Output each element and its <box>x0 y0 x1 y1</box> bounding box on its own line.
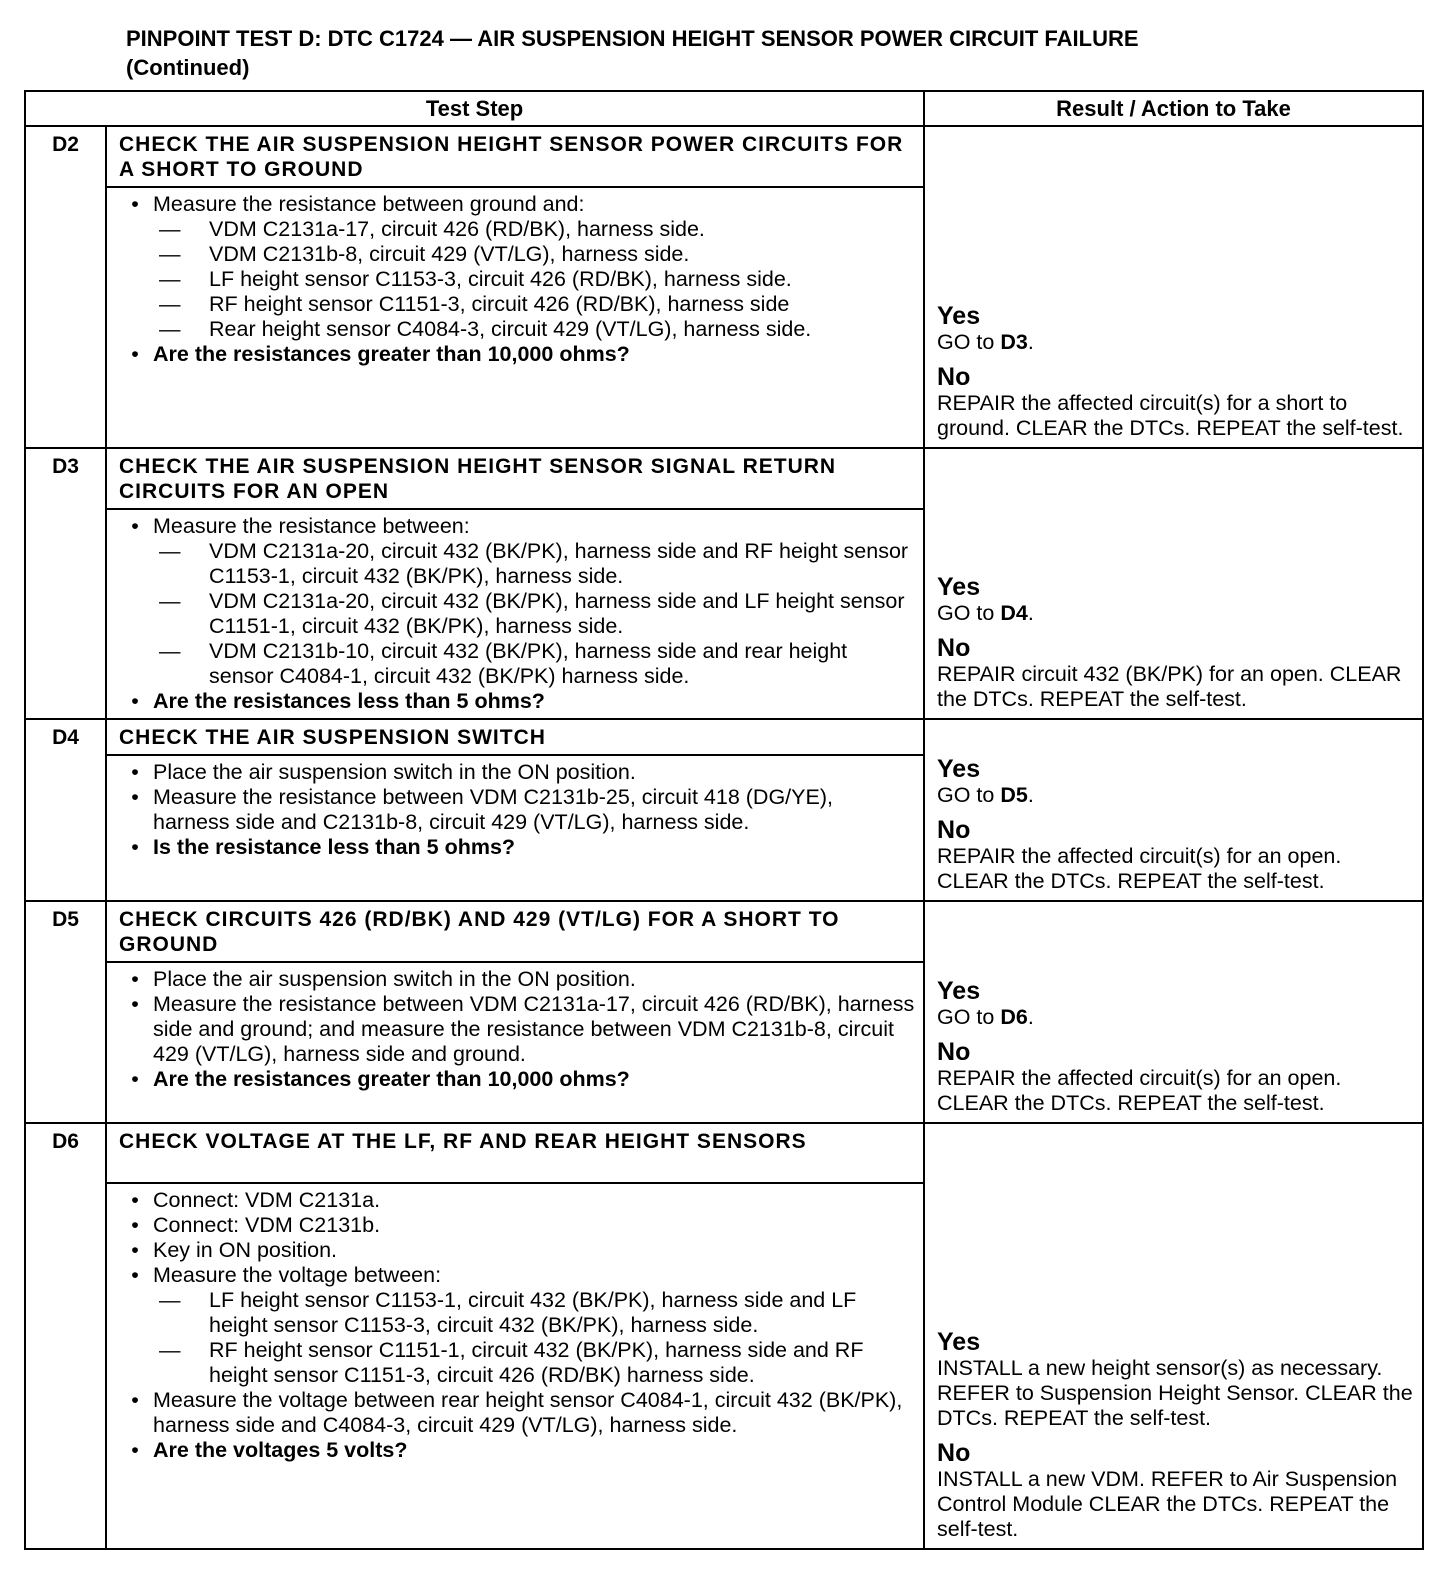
header-result: Result / Action to Take <box>924 91 1423 126</box>
bullet-item <box>117 1238 915 1263</box>
steps-body <box>25 126 1423 1549</box>
sub-item <box>117 1288 915 1338</box>
bullet-item <box>117 1263 915 1288</box>
sub-item <box>117 292 915 317</box>
step-question: Are the resistances greater than 10,000 ohms? <box>153 1067 630 1091</box>
sub-item <box>117 267 915 292</box>
step-instructions <box>106 962 924 1123</box>
result-spacer <box>937 1431 1418 1439</box>
dash-marker: — <box>159 589 181 613</box>
item-text: Measure the resistance between VDM C2131a-17, circuit 426 (RD/BK), harness side and ground; and measure the resistance between VDM C2131b-8, circuit 429 (VT/LG), harness side and ground. <box>153 992 915 1066</box>
step-result <box>924 901 1423 1123</box>
step-id: D2 <box>25 126 106 448</box>
title-line-2: (Continued) <box>126 55 250 80</box>
dash-marker: — <box>159 317 181 341</box>
yes-action-suffix: . <box>1027 783 1034 807</box>
item-text: Measure the voltage between: <box>153 1263 442 1287</box>
item-text: LF height sensor C1153-1, circuit 432 (BK/PK), harness side and LF height sensor C1153-3, circuit 432 (BK/PK), harness side. <box>209 1288 857 1337</box>
step-id: D6 <box>25 1123 106 1549</box>
yes-label: Yes <box>937 573 981 601</box>
yes-action-suffix: . <box>1027 601 1034 625</box>
dash-marker: — <box>159 242 181 266</box>
bullet-marker: • <box>131 342 139 366</box>
step-instructions <box>106 755 924 901</box>
step-heading-row <box>25 1123 1423 1183</box>
yes-step-reference: D5 <box>1000 783 1028 807</box>
step-question: Are the resistances less than 5 ohms? <box>153 689 545 713</box>
yes-action-prefix: GO to <box>937 601 1001 625</box>
bullet-item <box>117 1388 915 1438</box>
sub-item <box>117 317 915 342</box>
sub-item <box>117 217 915 242</box>
yes-action <box>937 783 1418 808</box>
no-action: REPAIR the affected circuit(s) for an open. CLEAR the DTCs. REPEAT the self-test. <box>937 844 1342 893</box>
bullet-marker: • <box>131 1067 139 1091</box>
step-result <box>924 719 1423 901</box>
dash-marker: — <box>159 639 181 663</box>
dash-marker: — <box>159 267 181 291</box>
item-text: VDM C2131b-10, circuit 432 (BK/PK), harness side and rear height sensor C4084-1, circuit 432 (BK/PK) harness side. <box>209 639 848 688</box>
no-action: REPAIR the affected circuit(s) for an open. CLEAR the DTCs. REPEAT the self-test. <box>937 1066 1342 1115</box>
bullet-marker: • <box>131 689 139 713</box>
item-text: Place the air suspension switch in the ON position. <box>153 760 636 784</box>
step-result <box>924 1123 1423 1549</box>
bullet-marker: • <box>131 1438 139 1462</box>
step-heading: CHECK THE AIR SUSPENSION SWITCH <box>106 719 924 755</box>
yes-action-suffix: . <box>1027 330 1034 354</box>
item-text: RF height sensor C1151-1, circuit 432 (BK/PK), harness side and RF height sensor C1151-3, circuit 426 (RD/BK) harness side. <box>209 1338 864 1387</box>
sub-item <box>117 242 915 267</box>
bullet-marker: • <box>131 760 139 784</box>
item-text: VDM C2131a-17, circuit 426 (RD/BK), harness side. <box>209 217 705 241</box>
table-header-row <box>25 91 1423 126</box>
no-action: REPAIR circuit 432 (BK/PK) for an open. CLEAR the DTCs. REPEAT the self-test. <box>937 662 1402 711</box>
item-text: Measure the resistance between: <box>153 514 470 538</box>
result-spacer <box>937 808 1418 816</box>
bullet-item <box>117 1213 915 1238</box>
dash-marker: — <box>159 292 181 316</box>
step-instructions <box>106 187 924 448</box>
item-text: Measure the resistance between VDM C2131b-25, circuit 418 (DG/YE), harness side and C2131b-8, circuit 429 (VT/LG), harness side. <box>153 785 833 834</box>
no-action: REPAIR the affected circuit(s) for a short to ground. CLEAR the DTCs. REPEAT the self-test. <box>937 391 1404 440</box>
bullet-item <box>117 514 915 539</box>
item-text: Key in ON position. <box>153 1238 338 1262</box>
item-text: VDM C2131a-20, circuit 432 (BK/PK), harness side and LF height sensor C1151-1, circuit 432 (BK/PK), harness side. <box>209 589 905 638</box>
step-question: Are the resistances greater than 10,000 ohms? <box>153 342 630 366</box>
bullet-item <box>117 835 915 860</box>
item-text: Connect: VDM C2131b. <box>153 1213 381 1237</box>
header-test-step: Test Step <box>25 91 924 126</box>
step-heading: CHECK THE AIR SUSPENSION HEIGHT SENSOR SIGNAL RETURN CIRCUITS FOR AN OPEN <box>106 448 924 509</box>
step-result <box>924 126 1423 448</box>
yes-action-prefix: GO to <box>937 330 1001 354</box>
step-instructions <box>106 509 924 719</box>
result-spacer <box>937 626 1418 634</box>
pinpoint-test-table <box>24 90 1424 1550</box>
result-spacer <box>937 355 1418 363</box>
step-result <box>924 448 1423 719</box>
sub-item <box>117 589 915 639</box>
yes-label: Yes <box>937 1328 981 1356</box>
no-label: No <box>937 1439 971 1467</box>
bullet-item <box>117 1067 915 1092</box>
item-text: VDM C2131b-8, circuit 429 (VT/LG), harness side. <box>209 242 690 266</box>
bullet-item <box>117 1438 915 1463</box>
bullet-marker: • <box>131 1188 139 1212</box>
bullet-item <box>117 689 915 714</box>
yes-step-reference: D6 <box>1000 1005 1028 1029</box>
yes-step-reference: D4 <box>1000 601 1028 625</box>
step-id: D4 <box>25 719 106 901</box>
yes-action: INSTALL a new height sensor(s) as necessary. REFER to Suspension Height Sensor. CLEAR the DTCs. REPEAT the self-test. <box>937 1356 1413 1430</box>
bullet-item <box>117 967 915 992</box>
yes-action <box>937 1005 1418 1030</box>
bullet-marker: • <box>131 192 139 216</box>
bullet-marker: • <box>131 1238 139 1262</box>
yes-label: Yes <box>937 302 981 330</box>
bullet-marker: • <box>131 967 139 991</box>
item-text: VDM C2131a-20, circuit 432 (BK/PK), harness side and RF height sensor C1153-1, circuit 432 (BK/PK), harness side. <box>209 539 909 588</box>
yes-action-prefix: GO to <box>937 783 1001 807</box>
bullet-item <box>117 760 915 785</box>
yes-action <box>937 601 1418 626</box>
item-text: LF height sensor C1153-3, circuit 426 (RD/BK), harness side. <box>209 267 792 291</box>
bullet-marker: • <box>131 1263 139 1287</box>
bullet-item <box>117 1188 915 1213</box>
yes-action <box>937 330 1418 355</box>
item-text: Connect: VDM C2131a. <box>153 1188 381 1212</box>
item-text: Measure the voltage between rear height sensor C4084-1, circuit 432 (BK/PK), harness side and C4084-3, circuit 429 (VT/LG), harness side. <box>153 1388 903 1437</box>
yes-step-reference: D3 <box>1000 330 1028 354</box>
step-heading: CHECK THE AIR SUSPENSION HEIGHT SENSOR POWER CIRCUITS FOR A SHORT TO GROUND <box>106 126 924 187</box>
bullet-item <box>117 192 915 217</box>
bullet-marker: • <box>131 992 139 1016</box>
bullet-marker: • <box>131 514 139 538</box>
item-text: Measure the resistance between ground and: <box>153 192 585 216</box>
sub-item <box>117 1338 915 1388</box>
sub-item <box>117 539 915 589</box>
step-heading-row <box>25 448 1423 509</box>
step-heading-row <box>25 126 1423 187</box>
yes-label: Yes <box>937 977 981 1005</box>
step-heading: CHECK VOLTAGE AT THE LF, RF AND REAR HEIGHT SENSORS <box>106 1123 924 1183</box>
item-text: RF height sensor C1151-3, circuit 426 (RD/BK), harness side <box>209 292 790 316</box>
bullet-item <box>117 342 915 367</box>
sub-item <box>117 639 915 689</box>
step-heading: CHECK CIRCUITS 426 (RD/BK) AND 429 (VT/LG) FOR A SHORT TO GROUND <box>106 901 924 962</box>
page-title <box>126 24 1139 82</box>
dash-marker: — <box>159 539 181 563</box>
no-label: No <box>937 1038 971 1066</box>
dash-marker: — <box>159 217 181 241</box>
step-id: D3 <box>25 448 106 719</box>
bullet-marker: • <box>131 835 139 859</box>
item-text: Rear height sensor C4084-3, circuit 429 (VT/LG), harness side. <box>209 317 812 341</box>
bullet-marker: • <box>131 785 139 809</box>
step-heading-row <box>25 719 1423 755</box>
no-label: No <box>937 816 971 844</box>
no-action: INSTALL a new VDM. REFER to Air Suspension Control Module CLEAR the DTCs. REPEAT the self-test. <box>937 1467 1398 1541</box>
bullet-marker: • <box>131 1213 139 1237</box>
bullet-marker: • <box>131 1388 139 1412</box>
yes-action-prefix: GO to <box>937 1005 1001 1029</box>
no-label: No <box>937 634 971 662</box>
step-id: D5 <box>25 901 106 1123</box>
no-label: No <box>937 363 971 391</box>
step-heading-row <box>25 901 1423 962</box>
dash-marker: — <box>159 1338 181 1362</box>
step-question: Are the voltages 5 volts? <box>153 1438 408 1462</box>
step-instructions <box>106 1183 924 1549</box>
step-question: Is the resistance less than 5 ohms? <box>153 835 516 859</box>
dash-marker: — <box>159 1288 181 1312</box>
bullet-item <box>117 785 915 835</box>
yes-label: Yes <box>937 755 981 783</box>
result-spacer <box>937 1030 1418 1038</box>
yes-action-suffix: . <box>1027 1005 1034 1029</box>
title-line-1: PINPOINT TEST D: DTC C1724 — AIR SUSPENSION HEIGHT SENSOR POWER CIRCUIT FAILURE <box>126 26 1139 51</box>
item-text: Place the air suspension switch in the ON position. <box>153 967 636 991</box>
bullet-item <box>117 992 915 1067</box>
